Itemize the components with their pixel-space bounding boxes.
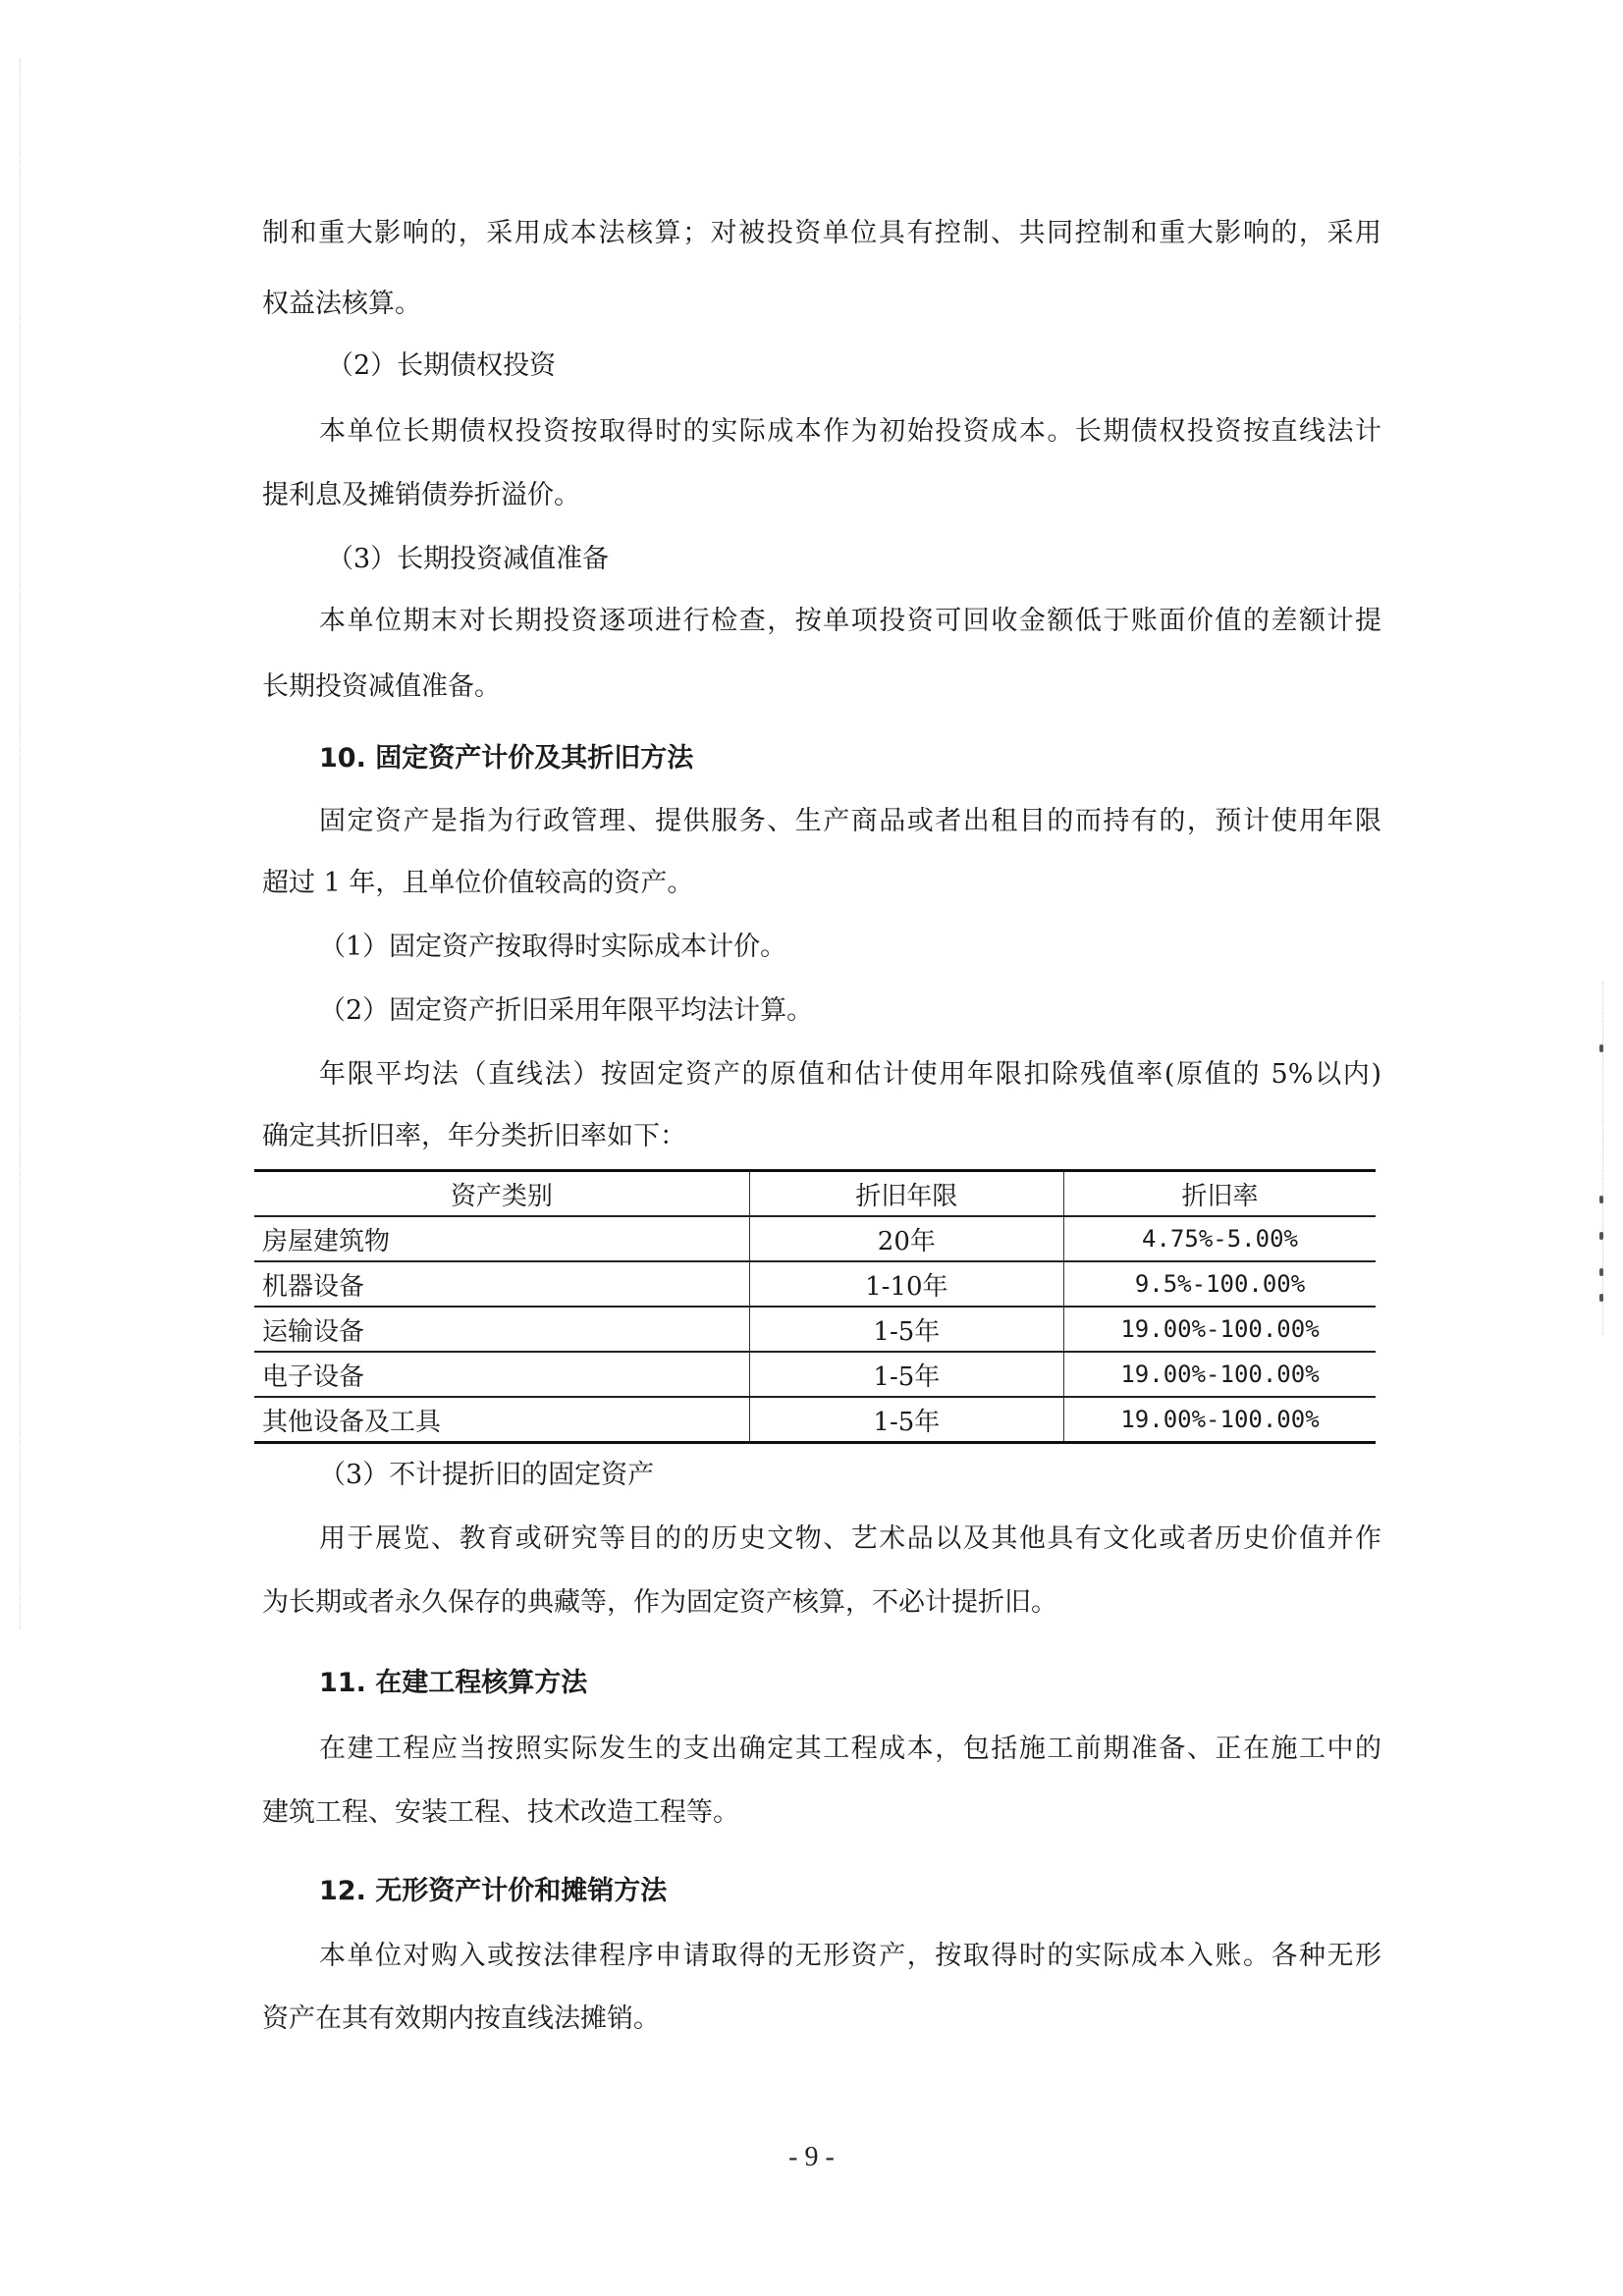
useful-life-cell: 1-5年 xyxy=(749,1307,1063,1352)
useful-life-cell: 20年 xyxy=(749,1216,1063,1261)
section-heading-10: 10. 固定资产计价及其折旧方法 xyxy=(319,743,694,774)
paragraph-line: 用于展览、教育或研究等目的的历史文物、艺术品以及其他具有文化或者历史价值并作 xyxy=(319,1523,1381,1554)
paragraph-line: 本单位期末对长期投资逐项进行检查，按单项投资可回收金额低于账面价值的差额计提 xyxy=(319,606,1381,636)
asset-category-cell: 电子设备 xyxy=(254,1352,749,1397)
asset-category-cell: 其他设备及工具 xyxy=(254,1397,749,1443)
paragraph-line: 建筑工程、安装工程、技术改造工程等。 xyxy=(262,1797,739,1828)
list-item: （2）固定资产折旧采用年限平均法计算。 xyxy=(319,995,814,1026)
page-number: - 9 - xyxy=(788,2142,835,2172)
paragraph-line: 在建工程应当按照实际发生的支出确定其工程成本，包括施工前期准备、正在施工中的 xyxy=(319,1734,1381,1764)
depreciation-rate-table xyxy=(254,1169,1376,1444)
subheading-impairment-provision: （3）长期投资减值准备 xyxy=(327,544,610,574)
useful-life-cell: 1-5年 xyxy=(749,1397,1063,1443)
paragraph-line: 制和重大影响的，采用成本法核算；对被投资单位具有控制、共同控制和重大影响的，采用 xyxy=(262,218,1381,248)
paragraph-line: 本单位长期债权投资按取得时的实际成本作为初始投资成本。长期债权投资按直线法计 xyxy=(319,416,1381,447)
paragraph-line: 超过 1 年，且单位价值较高的资产。 xyxy=(262,868,694,898)
paragraph-line: 固定资产是指为行政管理、提供服务、生产商品或者出租目的而持有的，预计使用年限 xyxy=(319,806,1381,836)
paragraph-line: 资产在其有效期内按直线法摊销。 xyxy=(262,2003,660,2034)
depreciation-rate-cell: 4.75%-5.00% xyxy=(1064,1216,1376,1261)
scan-speck xyxy=(1599,1294,1603,1302)
subheading-long-term-debt-investment: （2）长期债权投资 xyxy=(327,350,557,381)
scan-speck xyxy=(1599,1196,1603,1203)
depreciation-rate-cell: 19.00%-100.00% xyxy=(1064,1352,1376,1397)
list-item: （3）不计提折旧的固定资产 xyxy=(319,1460,655,1490)
paragraph-line: 权益法核算。 xyxy=(262,289,421,319)
paragraph-line: 提利息及摊销债券折溢价。 xyxy=(262,480,580,510)
list-item: （1）固定资产按取得时实际成本计价。 xyxy=(319,932,787,962)
scan-speck xyxy=(1599,1268,1603,1276)
paragraph-line: 为长期或者永久保存的典藏等，作为固定资产核算，不必计提折旧。 xyxy=(262,1587,1057,1618)
asset-category-cell: 机器设备 xyxy=(254,1261,749,1307)
column-header: 折旧率 xyxy=(1064,1171,1376,1217)
depreciation-rate-cell: 19.00%-100.00% xyxy=(1064,1397,1376,1443)
asset-category-cell: 房屋建筑物 xyxy=(254,1216,749,1261)
paragraph-line: 本单位对购入或按法律程序申请取得的无形资产，按取得时的实际成本入账。各种无形 xyxy=(319,1941,1381,1971)
depreciation-rate-cell: 19.00%-100.00% xyxy=(1064,1307,1376,1352)
useful-life-cell: 1-5年 xyxy=(749,1352,1063,1397)
table-row xyxy=(254,1397,1376,1443)
scan-speck xyxy=(1599,1044,1603,1052)
paragraph-line: 年限平均法（直线法）按固定资产的原值和估计使用年限扣除残值率(原值的 5%以内) xyxy=(319,1059,1381,1090)
section-heading-11: 11. 在建工程核算方法 xyxy=(319,1668,588,1698)
paragraph-line: 确定其折旧率，年分类折旧率如下： xyxy=(262,1121,686,1151)
scan-edge-left xyxy=(20,59,21,1629)
table-row xyxy=(254,1307,1376,1352)
scan-edge-right xyxy=(1602,982,1603,1335)
asset-category-cell: 运输设备 xyxy=(254,1307,749,1352)
table-row xyxy=(254,1352,1376,1397)
column-header: 资产类别 xyxy=(254,1171,749,1217)
paragraph-line: 长期投资减值准备。 xyxy=(262,671,501,702)
table-header-row xyxy=(254,1171,1376,1217)
scan-speck xyxy=(1599,1232,1603,1240)
useful-life-cell: 1-10年 xyxy=(749,1261,1063,1307)
table-row xyxy=(254,1216,1376,1261)
column-header: 折旧年限 xyxy=(749,1171,1063,1217)
depreciation-rate-cell: 9.5%-100.00% xyxy=(1064,1261,1376,1307)
table-row xyxy=(254,1261,1376,1307)
section-heading-12: 12. 无形资产计价和摊销方法 xyxy=(319,1876,668,1906)
